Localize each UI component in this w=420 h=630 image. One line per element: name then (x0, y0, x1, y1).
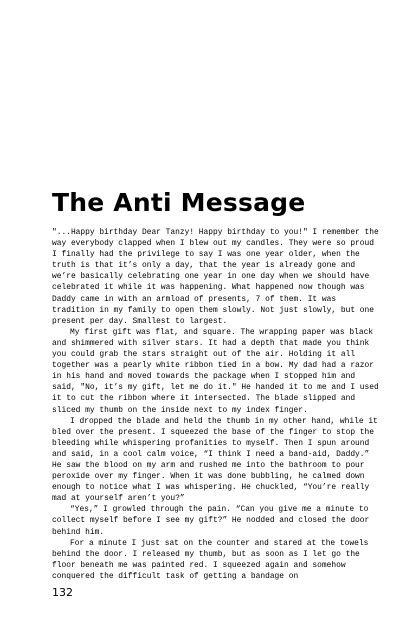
paragraph: "...Happy birthday Dear Tanzy! Happy birthday to you!" I remember the way everybody clapped when I blew out my candles. They were so proud I finally had the privilege to say I was one year older, when the truth is that it’s only a day, that the year is already gone and we’re basically celebrating one year in one day when we should have celebrated it while it was happening. What happened now though was Daddy came in with an armload of presents, 7 of them. It was tradition in my family to open them slowly. Not just slowly, but one present per day. Smallest to largest. (52, 228, 379, 326)
chapter-body (52, 227, 380, 582)
paragraph: My first gift was flat, and square. The wrapping paper was black and shimmered with silver stars. It had a depth that made you think you could grab the stars straight out of the air. Holding it all together was a pearly white ribbon tied in a bow. My dad had a razor in his hand and moved towards the package when I stopped him and said, "No, it’s my gift, let me do it." He handed it to me and I used it to cut the ribbon where it intersected. The blade slipped and sliced my thumb on the inside next to my index finger. (52, 327, 379, 415)
page-number: 132 (52, 586, 73, 599)
paragraph: “Yes,” I growled through the pain. “Can you give me a minute to collect myself before I see my gift?” He nodded and closed the door behind him. (52, 505, 370, 537)
paragraph: For a minute I just sat on the counter and stared at the towels behind the door. I released my thumb, but as soon as I let go the floor beneath me was painted red. I squeezed again and somehow conquered the difficult task of getting a bandage on (52, 538, 369, 581)
paragraph: I dropped the blade and held the thumb in my other hand, while it bled over the present. I squeezed the base of the finger to stop the bleeding while whispering profanities to myself. Then I spun around and said, in a cool calm voice, “I think I need a band-aid, Daddy.” He saw the blood on my arm and rushed me into the bathroom to pour peroxide over my finger. When it was done bubbling, he calmed down enough to notice what I was whispering. He chuckled, “You’re really mad at yourself aren’t you?” (52, 416, 378, 504)
chapter-title: The Anti Message (52, 188, 306, 217)
